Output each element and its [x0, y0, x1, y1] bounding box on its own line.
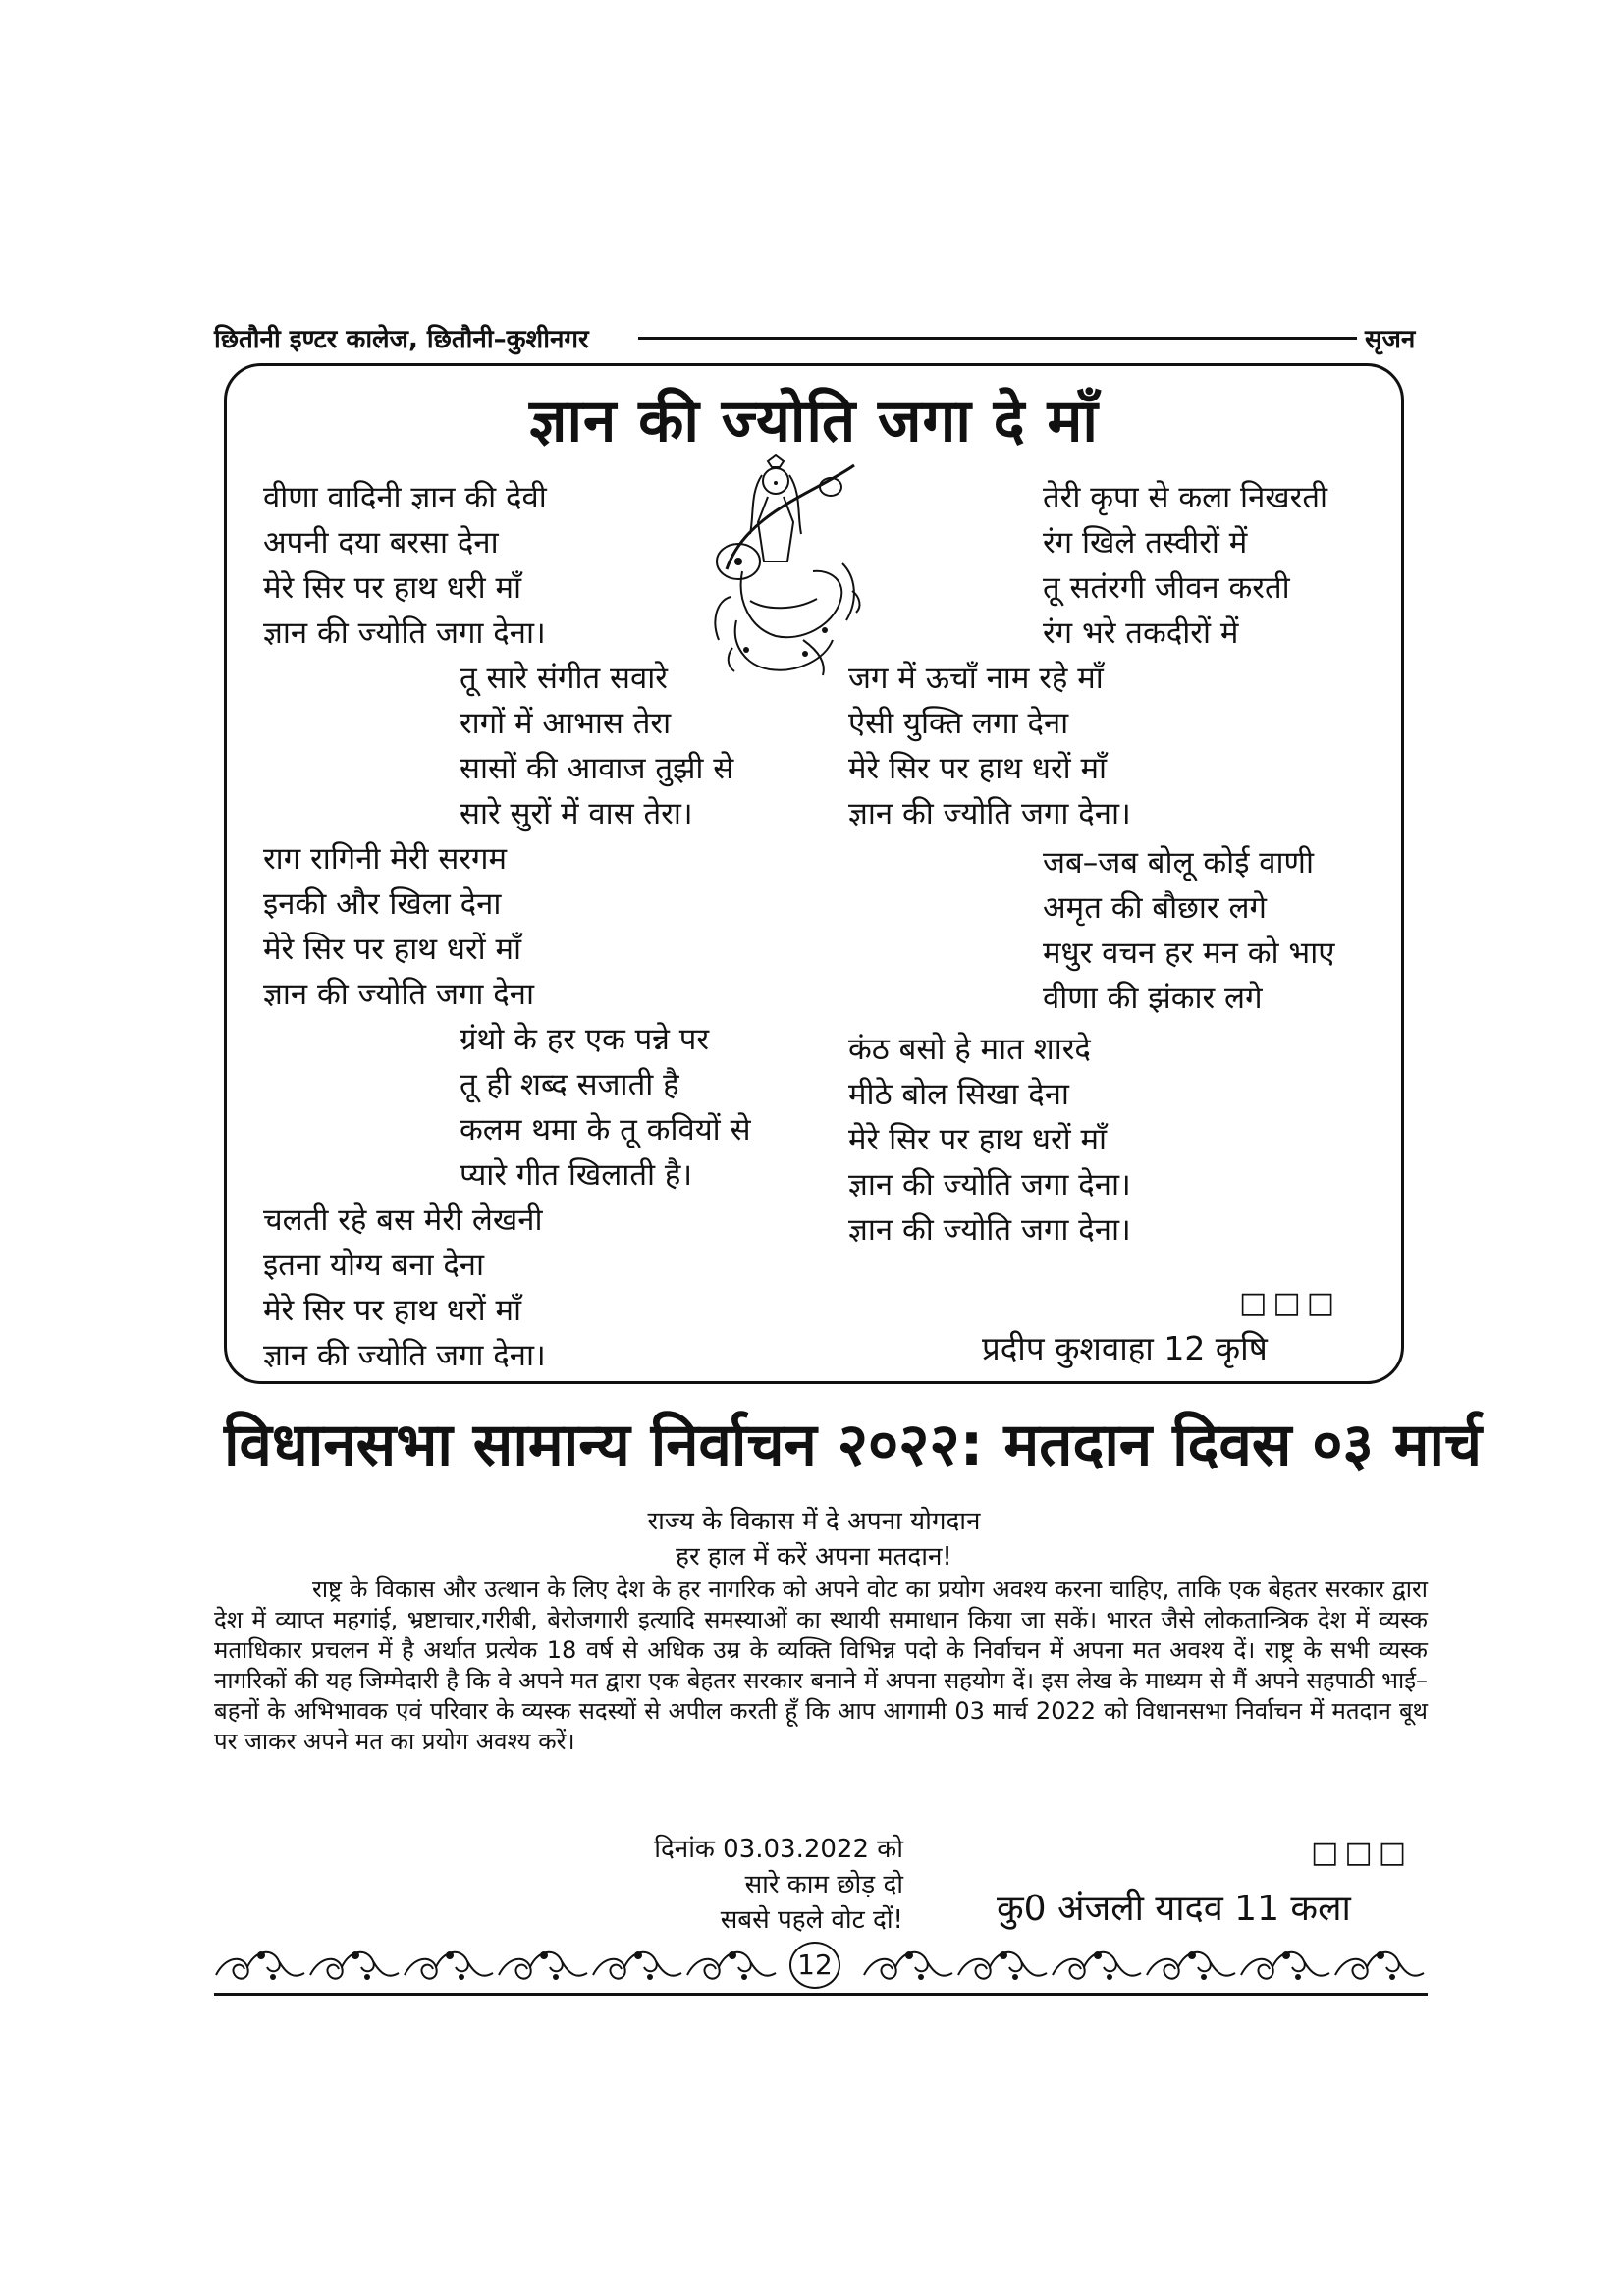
poem-line: मधुर वचन हर मन को भाए: [1043, 935, 1335, 971]
poem-author: प्रदीप कुशवाहा 12 कृषि: [982, 1329, 1268, 1367]
article-slogan: राज्य के विकास में दे अपना योगदान: [647, 1507, 981, 1536]
poem-line: मेरे सिर पर हाथ धरी माँ: [263, 570, 522, 606]
poem-line: तू ही शब्द सजाती है: [460, 1067, 679, 1102]
saraswati-veena-illustration: [707, 454, 864, 679]
poem-stanza-9: [848, 1027, 1131, 1253]
poem-line: ऐसी युक्ति लगा देना: [848, 706, 1069, 741]
article-body: राष्ट्र के विकास और उत्थान के लिए देश के हर नागरिक को अपने वोट का प्रयोग अवश्य करना चाहिए, ताकि एक बेहतर सरकार द्वारा देश में व्याप्त महगांई, भ्रष्टाचार,गरीबी, बेरोजगारी इत्यादि समस्याओं का स्थायी समाधान किया जा सकें। भारत जैसे लोकतान्त्रिक देश में व्यस्क मताधिकार प्रचलन में है अर्थात प्रत्येक 18 वर्ष से अधिक उम्र के व्यक्ति विभिन्न पदो के निर्वाचन में अपना मत अवश्य दें। राष्ट्र के सभी व्यस्क नागरिकों की यह जिम्मेदारी है कि वे अपने मत द्वारा एक बेहतर सरकार बनाने में अपना सहयोग दें। इस लेख के माध्यम से मैं अपने सहपाठी भाई–बहनों के अभिभावक एवं परिवार के व्यस्क सदस्यों से अपील करती हूँ कि आप आगामी 03 मार्च 2022 को विधानसभा निर्वाचन में मतदान बूथ पर जाकर अपने मत का प्रयोग अवश्य करें।: [214, 1575, 1428, 1755]
poem-line: ज्ञान की ज्योति जगा देना।: [848, 1212, 1131, 1248]
poem-line: मेरे सिर पर हाथ धरों माँ: [848, 751, 1108, 786]
poem-line: तेरी कृपा से कला निखरती: [1043, 480, 1328, 515]
poem-line: तू सतंरगी जीवन करती: [1043, 570, 1290, 606]
poem-stanza-6: [1043, 475, 1327, 656]
poem-line: जब–जब बोलू कोई वाणी: [1043, 845, 1314, 881]
poem-title: ज्ञान की ज्योति जगा दे माँ: [529, 387, 1099, 455]
poem-stanza-7: [848, 656, 1131, 836]
poem-line: ज्ञान की ज्योति जगा देना: [263, 977, 534, 1012]
poem-line: कंठ बसो हे मात शारदे: [848, 1032, 1091, 1067]
poem-stanza-1: [263, 475, 547, 656]
poem-line: रागों में आभास तेरा: [460, 706, 672, 741]
poem-line: रंग भरे तकदीरों में: [1043, 615, 1239, 651]
poem-line: चलती रहे बस मेरी लेखनी: [263, 1202, 543, 1238]
poem-line: सासों की आवाज तुझी से: [460, 751, 734, 786]
poem-stanza-4: [460, 1017, 751, 1198]
poem-line: मेरे सिर पर हाथ धरों माँ: [848, 1122, 1108, 1157]
article-end-mark: □□□: [1311, 1836, 1413, 1870]
poem-line: जग में ऊचाँ नाम रहे माँ: [848, 661, 1104, 696]
poem-line: ज्ञान की ज्योति जगा देना।: [263, 615, 546, 651]
poem-stanza-3: [263, 836, 534, 1017]
poem-line: इनकी और खिला देना: [263, 886, 502, 922]
poem-line: अमृत की बौछार लगे: [1043, 890, 1267, 926]
poem-end-mark: □□□: [1239, 1286, 1341, 1320]
poem-line: कलम थमा के तू कवियों से: [460, 1112, 751, 1148]
header-school-name: छितौनी इण्टर कालेज, छितौनी–कुशीनगर: [214, 325, 589, 354]
footer-divider: [214, 1993, 1428, 1996]
poem-line: अपनी दया बरसा देना: [263, 525, 499, 561]
article-slogan: हर हाल में करें अपना मतदान!: [676, 1542, 952, 1572]
poem-line: ज्ञान की ज्योति जगा देना।: [263, 1338, 546, 1373]
poem-stanza-5: [263, 1198, 546, 1378]
poem-line: ज्ञान की ज्योति जगा देना।: [848, 796, 1131, 831]
article-author: कु0 अंजली यादव 11 कला: [997, 1889, 1351, 1929]
poem-line: मीठे बोल सिखा देना: [848, 1077, 1069, 1112]
poem-line: तू सारे संगीत सवारे: [460, 661, 668, 696]
article-title: विधानसभा सामान्य निर्वाचन २०२२: मतदान दिवस ०३ मार्च: [224, 1411, 1483, 1479]
poem-line: रंग खिले तस्वीरों में: [1043, 525, 1248, 561]
poem-stanza-8: [1043, 840, 1334, 1021]
poem-line: मेरे सिर पर हाथ धरों माँ: [263, 1293, 522, 1328]
header-divider: [638, 337, 1357, 340]
page-number: 12: [789, 1942, 840, 1989]
poem-stanza-2: [460, 656, 733, 836]
poem-line: ज्ञान की ज्योति जगा देना।: [848, 1167, 1131, 1202]
article-footer-line: दिनांक 03.03.2022 को: [654, 1835, 903, 1864]
poem-line: ग्रंथो के हर एक पन्ने पर: [460, 1022, 710, 1057]
poem-line: वीणा वादिनी ज्ञान की देवी: [263, 480, 547, 515]
header-magazine-name: सृजन: [1365, 325, 1416, 354]
poem-line: सारे सुरों में वास तेरा।: [460, 796, 693, 831]
article-footer-line: सबसे पहले वोट दों!: [720, 1905, 903, 1935]
poem-line: इतना योग्य बना देना: [263, 1248, 485, 1283]
poem-line: राग रागिनी मेरी सरगम: [263, 841, 508, 877]
poem-line: प्यारे गीत खिलाती है।: [460, 1157, 693, 1193]
poem-line: मेरे सिर पर हाथ धरों माँ: [263, 932, 522, 967]
poem-line: वीणा की झंकार लगे: [1043, 981, 1263, 1016]
article-footer-line: सारे काम छोड़ दो: [744, 1870, 903, 1899]
